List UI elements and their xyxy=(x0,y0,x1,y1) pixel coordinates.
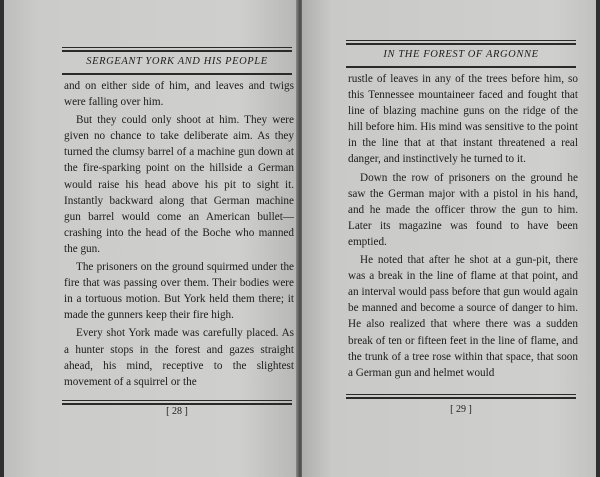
right-paragraph-3: He noted that after he shot at a gun-pit, there was a break in the line of flame at that point, and an interval would pass before that gun would again be manned and become a source of danger to him. He also realized that where there was a sudden break of ten or fifteen feet in the line of flame, and the trunk of a tree rose within that space, that soon a German gun and helmet would xyxy=(348,254,578,379)
right-body-text xyxy=(348,71,578,381)
left-page xyxy=(4,0,298,477)
right-header-top-rule xyxy=(346,40,576,45)
left-header-top-rule xyxy=(62,47,292,52)
right-paragraph-1: rustle of leaves in any of the trees before him, so this Tennessee mountaineer faced and fought that line of blazing machine guns on the ridge of the hill before him. His mind was sensitive to the point in the line that at that instant threatened a real danger, and instinctively he turned to it. xyxy=(348,73,578,166)
right-page xyxy=(302,0,596,477)
right-paragraph-2: Down the row of prisoners on the ground he saw the German major with a pistol in his hand, and he made the officer throw the gun to him. Later its magazine was found to have been emptied. xyxy=(348,171,578,248)
left-paragraph-1: and on either side of him, and leaves and twigs were falling over him. xyxy=(64,80,294,109)
left-header-bottom-rule xyxy=(62,73,292,75)
left-paragraph-4: Every shot York made was carefully placed. As a hunter stops in the forest and gazes straight ahead, his mind, receptive to the slightest movement of a squirrel or the xyxy=(64,327,294,388)
right-header-bottom-rule xyxy=(346,66,576,68)
left-footer-rule xyxy=(62,400,292,405)
left-body-text xyxy=(64,78,294,390)
right-running-head: IN THE FOREST OF ARGONNE xyxy=(383,49,539,60)
right-page-number: [ 29 ] xyxy=(450,404,472,415)
left-paragraph-3: The prisoners on the ground squirmed under the fire that was passing over them. Their bodies were in a tortuous motion. But York held them there; it made the gunners keep their fire high. xyxy=(64,261,294,322)
right-footer-rule xyxy=(346,394,576,399)
left-running-head: SERGEANT YORK AND HIS PEOPLE xyxy=(86,56,268,67)
left-page-number: [ 28 ] xyxy=(166,406,188,417)
left-paragraph-2: But they could only shoot at him. They were given no chance to take deliberate aim. As they turned the clumsy barrel of a machine gun down at the fire-sparking point on the hillside a German would raise his head above his pit to sight it. Instantly backward along that German machine gun barrel would come an American bullet—crashing into the head of the Boche who manned the gun. xyxy=(64,114,294,255)
